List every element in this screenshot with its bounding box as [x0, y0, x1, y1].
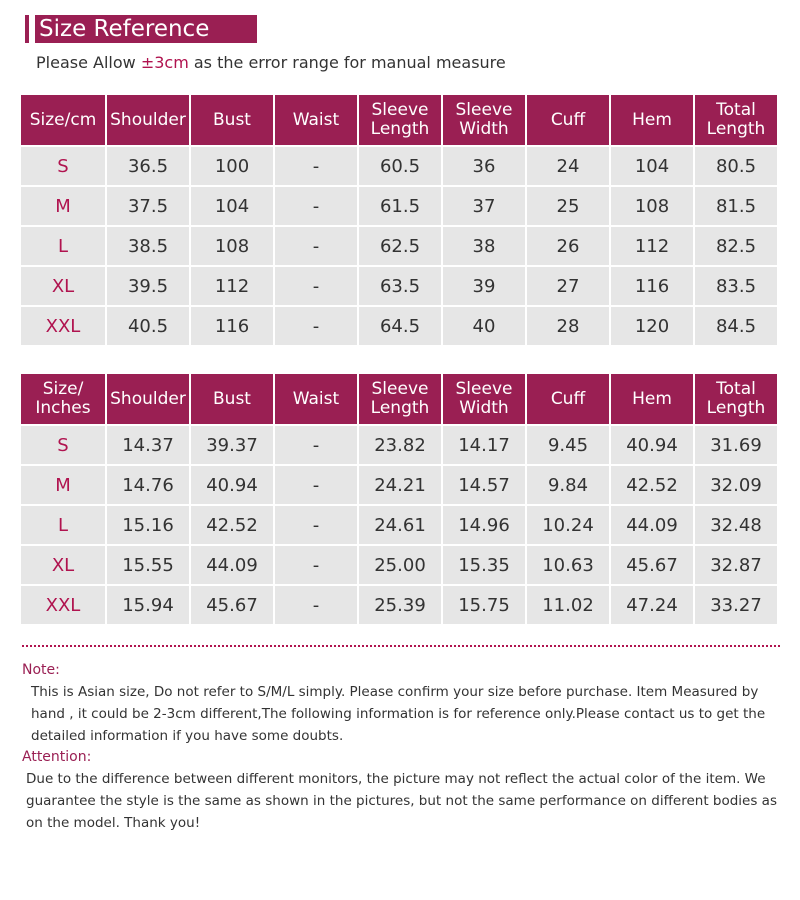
- error-range-note: [36, 53, 506, 72]
- page-title: Size Reference: [35, 15, 257, 43]
- column-header: Sleeve Length: [359, 95, 441, 145]
- measurement-cell: 28: [527, 307, 609, 345]
- measurement-cell: 63.5: [359, 267, 441, 305]
- measurement-cell: 104: [611, 147, 693, 185]
- column-header: Shoulder: [107, 374, 189, 424]
- size-label-cell: XL: [21, 267, 105, 305]
- measurement-cell: -: [275, 267, 357, 305]
- measurement-cell: 15.55: [107, 546, 189, 584]
- measurement-cell: 42.52: [191, 506, 273, 544]
- measurement-cell: 25.00: [359, 546, 441, 584]
- measurement-cell: -: [275, 506, 357, 544]
- measurement-cell: 38: [443, 227, 525, 265]
- measurement-cell: 37: [443, 187, 525, 225]
- column-header: Sleeve Width: [443, 374, 525, 424]
- measurement-cell: 26: [527, 227, 609, 265]
- measurement-cell: 42.52: [611, 466, 693, 504]
- measurement-cell: 15.75: [443, 586, 525, 624]
- size-table-cm: [19, 93, 779, 347]
- measurement-cell: 108: [191, 227, 273, 265]
- measurement-cell: 32.48: [695, 506, 777, 544]
- column-header: Sleeve Length: [359, 374, 441, 424]
- measurement-cell: 61.5: [359, 187, 441, 225]
- measurement-cell: 32.87: [695, 546, 777, 584]
- measurement-cell: 40.5: [107, 307, 189, 345]
- measurement-cell: 36.5: [107, 147, 189, 185]
- size-label-cell: L: [21, 506, 105, 544]
- measurement-cell: 116: [611, 267, 693, 305]
- measurement-cell: 33.27: [695, 586, 777, 624]
- column-header: Cuff: [527, 95, 609, 145]
- measurement-cell: 37.5: [107, 187, 189, 225]
- column-header: Waist: [275, 374, 357, 424]
- column-header: Sleeve Width: [443, 95, 525, 145]
- measurement-cell: 24.21: [359, 466, 441, 504]
- measurement-cell: 38.5: [107, 227, 189, 265]
- column-header: Total Length: [695, 374, 777, 424]
- column-header: Bust: [191, 95, 273, 145]
- title-accent-stripe: [25, 15, 29, 43]
- measurement-cell: 82.5: [695, 227, 777, 265]
- table-row: [21, 187, 777, 225]
- size-label-cell: S: [21, 426, 105, 464]
- column-header: Waist: [275, 95, 357, 145]
- table-row: [21, 307, 777, 345]
- measurement-cell: -: [275, 546, 357, 584]
- column-header: Hem: [611, 374, 693, 424]
- measurement-cell: 9.45: [527, 426, 609, 464]
- size-table-inches: [19, 372, 779, 626]
- measurement-cell: 64.5: [359, 307, 441, 345]
- note-text: This is Asian size, Do not refer to S/M/L simply. Please confirm your size before purchase. Item Measured by hand , it could be 2-3cm different,The following information is for reference only.Please contact us to get the detailed information if you have some doubts.: [31, 684, 766, 744]
- measurement-cell: 81.5: [695, 187, 777, 225]
- measurement-cell: 10.63: [527, 546, 609, 584]
- measurement-cell: 27: [527, 267, 609, 305]
- table-row: [21, 426, 777, 464]
- measurement-cell: -: [275, 426, 357, 464]
- measurement-cell: 108: [611, 187, 693, 225]
- attention-text: Due to the difference between different monitors, the picture may not reflect the actual color of the item. We guarantee the style is the same as shown in the pictures, but not the same performance on different bodies as on the model. Thank you!: [26, 771, 777, 831]
- measurement-cell: 112: [191, 267, 273, 305]
- attention-heading: Attention:: [22, 749, 92, 765]
- dotted-divider: [22, 645, 780, 647]
- column-header: Bust: [191, 374, 273, 424]
- measurement-cell: 14.37: [107, 426, 189, 464]
- measurement-cell: 83.5: [695, 267, 777, 305]
- measurement-cell: 120: [611, 307, 693, 345]
- measurement-cell: 44.09: [611, 506, 693, 544]
- title-bar: [25, 15, 257, 43]
- measurement-cell: -: [275, 187, 357, 225]
- measurement-cell: 14.76: [107, 466, 189, 504]
- column-header: Cuff: [527, 374, 609, 424]
- table-row: [21, 147, 777, 185]
- measurement-cell: 15.94: [107, 586, 189, 624]
- table-row: [21, 267, 777, 305]
- measurement-cell: 39: [443, 267, 525, 305]
- size-label-cell: L: [21, 227, 105, 265]
- size-label-cell: XL: [21, 546, 105, 584]
- measurement-cell: 84.5: [695, 307, 777, 345]
- column-header: Hem: [611, 95, 693, 145]
- column-header: Size/cm: [21, 95, 105, 145]
- measurement-cell: 39.37: [191, 426, 273, 464]
- measurement-cell: -: [275, 307, 357, 345]
- measurement-cell: 40.94: [611, 426, 693, 464]
- measurement-cell: 36: [443, 147, 525, 185]
- column-header: Size/ Inches: [21, 374, 105, 424]
- table-row: [21, 506, 777, 544]
- measurement-cell: 47.24: [611, 586, 693, 624]
- measurement-cell: 100: [191, 147, 273, 185]
- size-label-cell: M: [21, 187, 105, 225]
- measurement-cell: 15.35: [443, 546, 525, 584]
- measurement-cell: 60.5: [359, 147, 441, 185]
- measurement-cell: 25.39: [359, 586, 441, 624]
- measurement-cell: 24: [527, 147, 609, 185]
- measurement-cell: 80.5: [695, 147, 777, 185]
- measurement-cell: 31.69: [695, 426, 777, 464]
- measurement-cell: -: [275, 466, 357, 504]
- measurement-cell: 15.16: [107, 506, 189, 544]
- table-row: [21, 586, 777, 624]
- measurement-cell: 14.57: [443, 466, 525, 504]
- measurement-cell: 45.67: [191, 586, 273, 624]
- allow-suffix: as the error range for manual measure: [188, 53, 506, 72]
- table-header-row: [21, 95, 777, 145]
- table-row: [21, 546, 777, 584]
- size-label-cell: M: [21, 466, 105, 504]
- size-label-cell: XXL: [21, 307, 105, 345]
- column-header: Total Length: [695, 95, 777, 145]
- measurement-cell: -: [275, 227, 357, 265]
- allow-value: ±3cm: [140, 53, 189, 72]
- measurement-cell: 116: [191, 307, 273, 345]
- measurement-cell: -: [275, 147, 357, 185]
- measurement-cell: 40: [443, 307, 525, 345]
- measurement-cell: 45.67: [611, 546, 693, 584]
- measurement-cell: 9.84: [527, 466, 609, 504]
- measurement-cell: -: [275, 586, 357, 624]
- table-row: [21, 227, 777, 265]
- measurement-cell: 44.09: [191, 546, 273, 584]
- note-heading: Note:: [22, 662, 60, 678]
- measurement-cell: 62.5: [359, 227, 441, 265]
- measurement-cell: 104: [191, 187, 273, 225]
- table-header-row: [21, 374, 777, 424]
- measurement-cell: 24.61: [359, 506, 441, 544]
- size-label-cell: XXL: [21, 586, 105, 624]
- measurement-cell: 25: [527, 187, 609, 225]
- column-header: Shoulder: [107, 95, 189, 145]
- measurement-cell: 39.5: [107, 267, 189, 305]
- measurement-cell: 23.82: [359, 426, 441, 464]
- measurement-cell: 40.94: [191, 466, 273, 504]
- measurement-cell: 14.17: [443, 426, 525, 464]
- measurement-cell: 11.02: [527, 586, 609, 624]
- measurement-cell: 112: [611, 227, 693, 265]
- size-label-cell: S: [21, 147, 105, 185]
- measurement-cell: 14.96: [443, 506, 525, 544]
- allow-prefix: Please Allow: [36, 53, 141, 72]
- table-row: [21, 466, 777, 504]
- measurement-cell: 10.24: [527, 506, 609, 544]
- measurement-cell: 32.09: [695, 466, 777, 504]
